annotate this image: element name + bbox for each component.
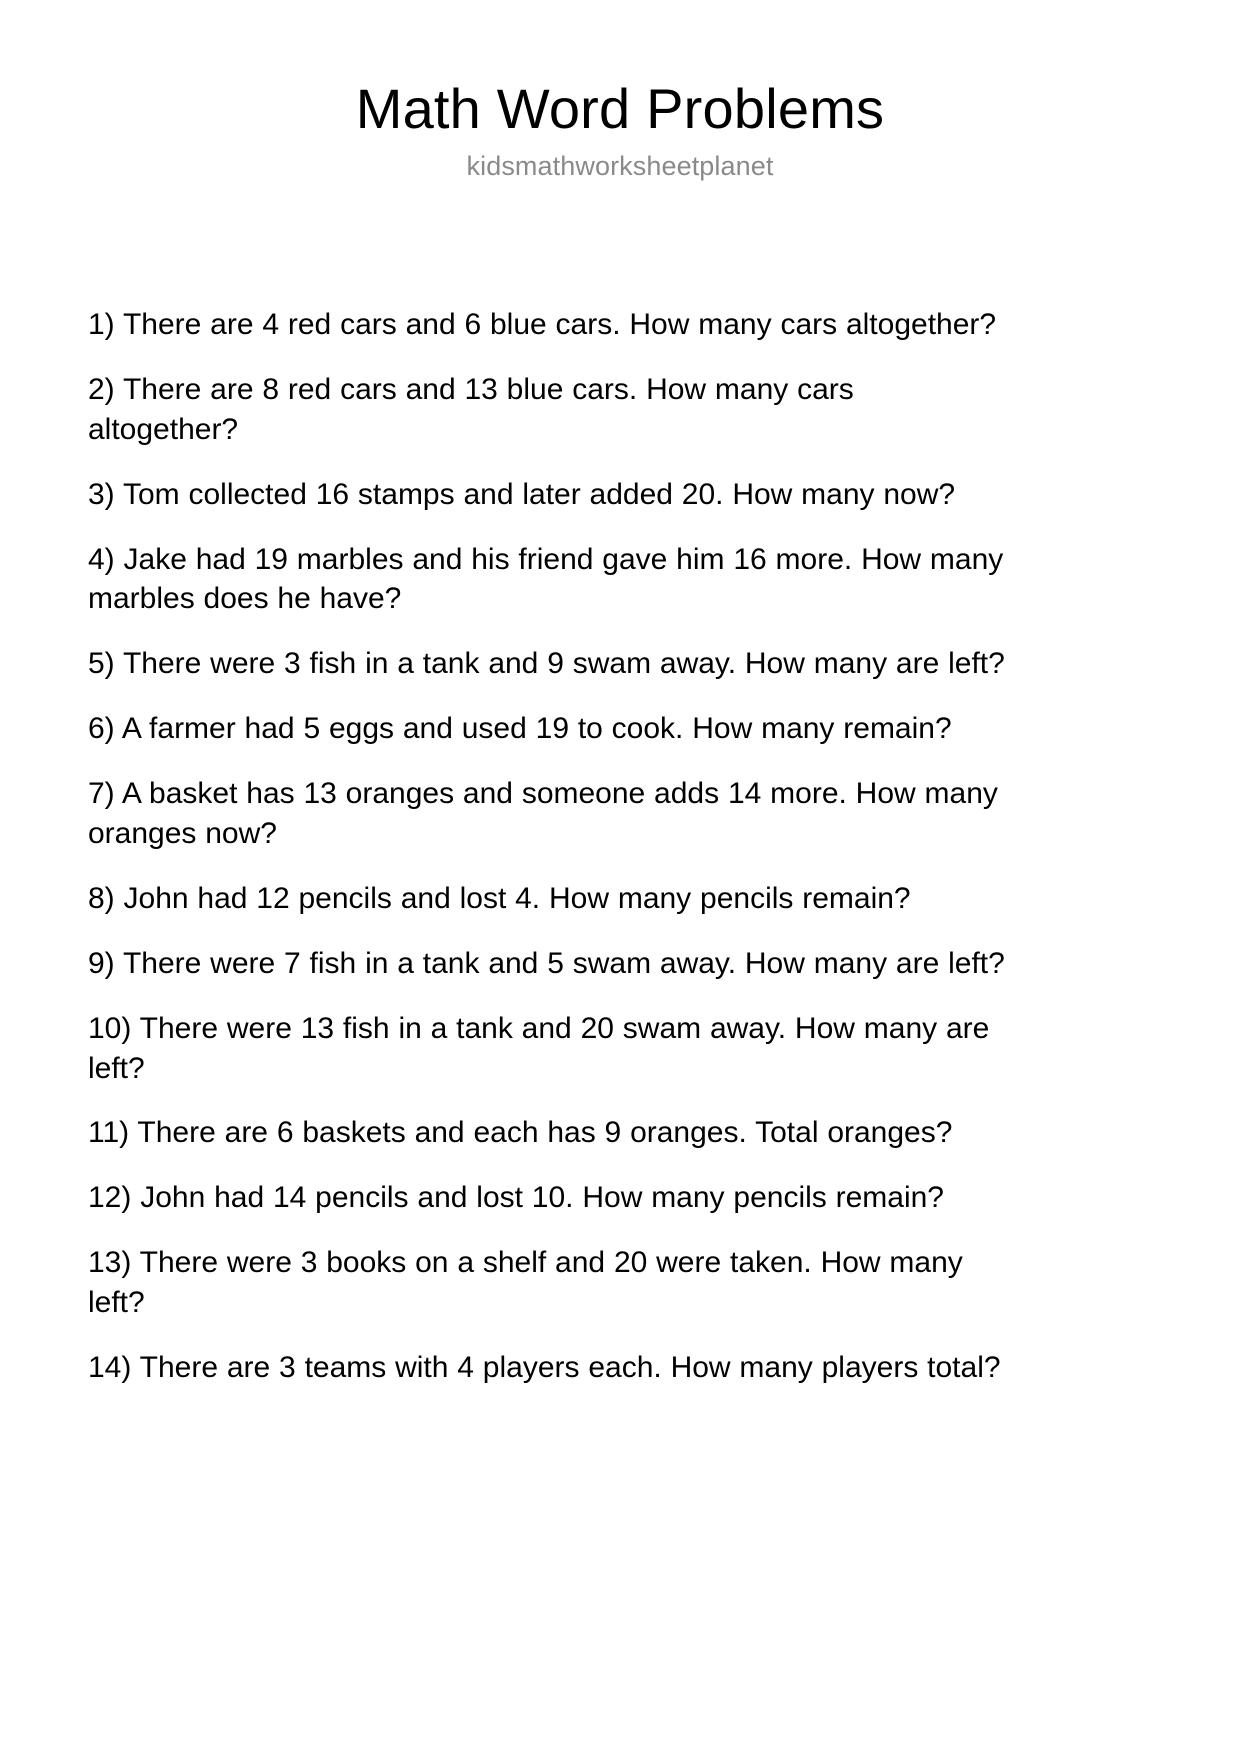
problem-list: [88, 305, 1008, 1388]
worksheet-header: [0, 0, 1240, 182]
problem-item: 10) There were 13 fish in a tank and 20 swam away. How many are left?: [88, 1011, 990, 1085]
worksheet-subtitle: kidsmathworksheetplanet: [466, 150, 774, 181]
problem-item: 11) There are 6 baskets and each has 9 oranges. Total oranges?: [88, 1116, 953, 1150]
problem-item: 8) John had 12 pencils and lost 4. How many pencils remain?: [88, 881, 911, 915]
problem-item: 14) There are 3 teams with 4 players each. How many players total?: [88, 1351, 1001, 1385]
problem-item: 9) There were 7 fish in a tank and 5 swam away. How many are left?: [88, 946, 1005, 980]
problem-item: 12) John had 14 pencils and lost 10. How many pencils remain?: [88, 1181, 944, 1215]
problem-item: 7) A basket has 13 oranges and someone adds 14 more. How many oranges now?: [88, 777, 998, 851]
problem-item: 3) Tom collected 16 stamps and later added 20. How many now?: [88, 477, 956, 511]
problem-item: 6) A farmer had 5 eggs and used 19 to cook. How many remain?: [88, 712, 952, 746]
problem-item: 13) There were 3 books on a shelf and 20 were taken. How many left?: [88, 1246, 963, 1320]
problem-item: 1) There are 4 red cars and 6 blue cars. How many cars altogether?: [88, 308, 997, 341]
problem-item: 5) There were 3 fish in a tank and 9 swam away. How many are left?: [88, 647, 1005, 681]
problem-item: 2) There are 8 red cars and 13 blue cars. How many cars altogether?: [88, 372, 854, 446]
page-title: Math Word Problems: [355, 77, 885, 140]
problem-item: 4) Jake had 19 marbles and his friend gave him 16 more. How many marbles does he have?: [88, 542, 1004, 616]
